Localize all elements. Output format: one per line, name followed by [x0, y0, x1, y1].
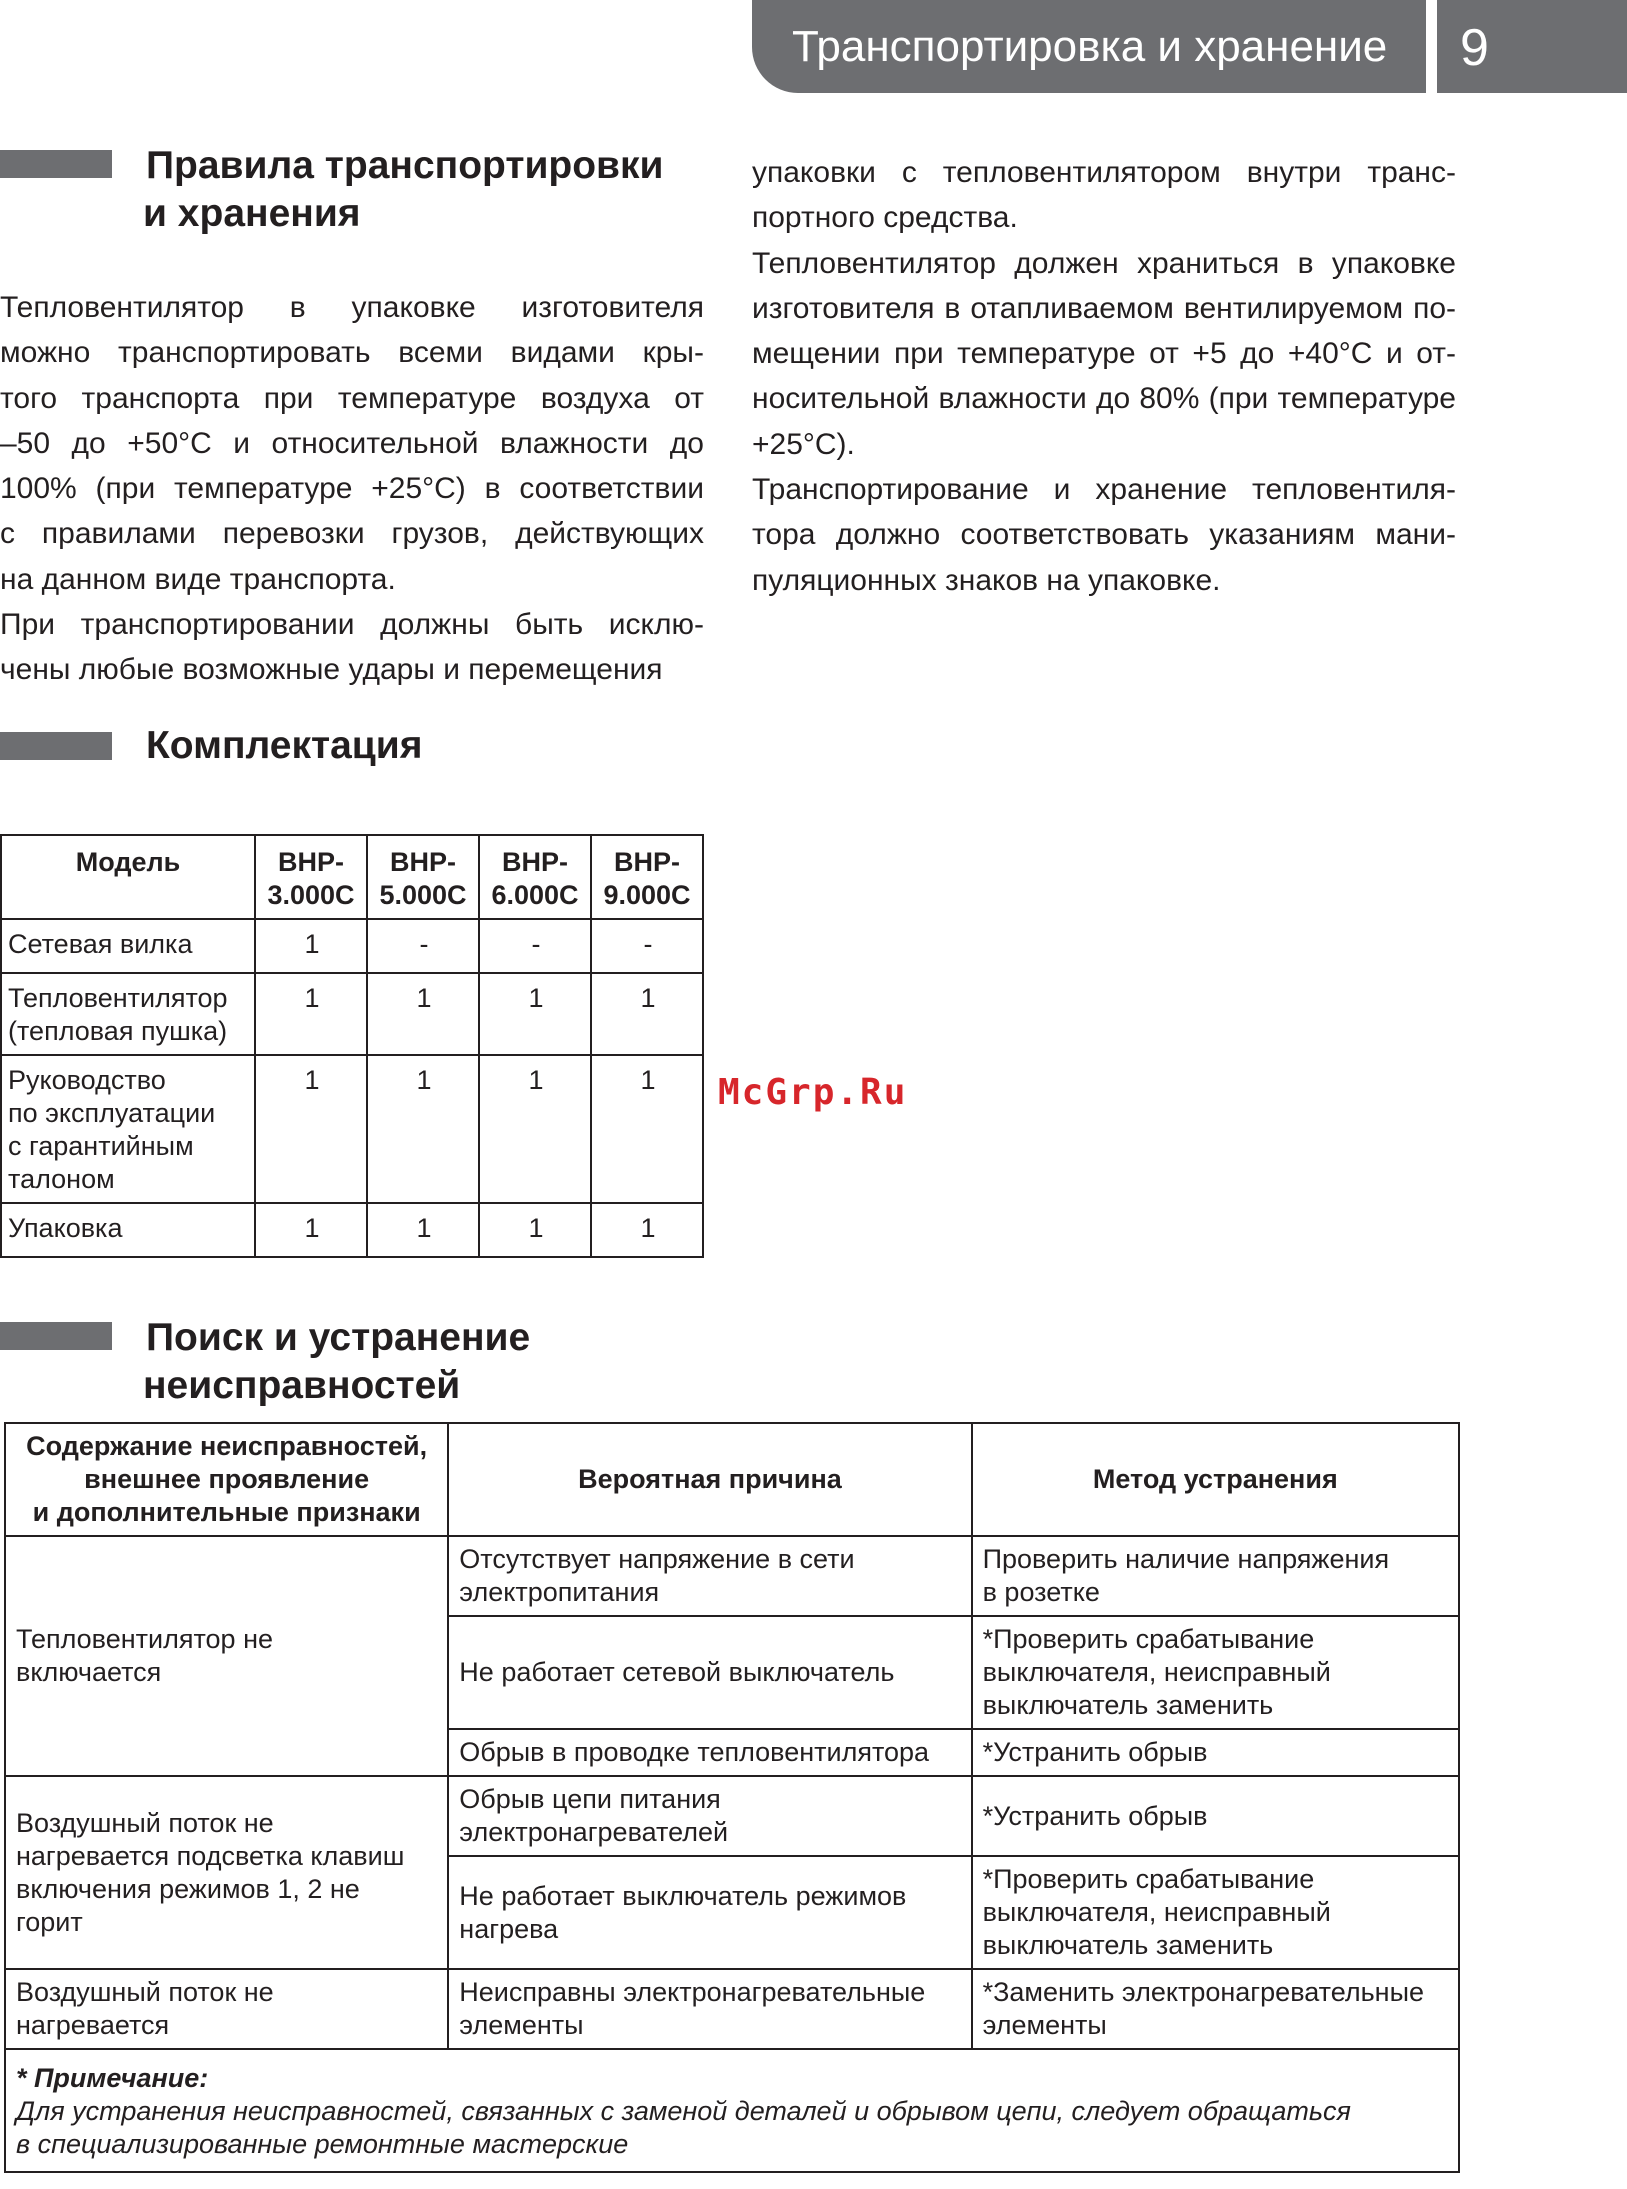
section-bar	[0, 732, 112, 760]
kit-header-cell: BHP- 6.000C	[479, 835, 591, 919]
table-row	[5, 1969, 1459, 2049]
kit-item-name: Тепловентилятор (тепловая пушка)	[1, 973, 255, 1055]
fix-cell: *Проверить срабатывание выключателя, неисправный выключатель заменить	[972, 1856, 1459, 1969]
text-line: тора должно соответствовать указаниям мани-	[752, 518, 1456, 552]
header-symptom: Содержание неисправностей, внешнее проявление и дополнительные признаки	[5, 1423, 448, 1536]
cause-cell: Обрыв в проводке тепловентилятора	[448, 1729, 971, 1776]
text-line: пуляционных знаков на упаковке.	[752, 563, 1221, 597]
kit-row	[1, 919, 703, 973]
kit-item-count: 1	[367, 973, 479, 1055]
kit-item-name: Руководство по эксплуатации с гарантийным талоном	[1, 1055, 255, 1203]
text-line: изготовителя в отапливаемом вентилируемом по-	[752, 291, 1456, 325]
kit-item-count: 1	[591, 1055, 703, 1203]
transport-heading	[143, 142, 664, 238]
kit-item-count: 1	[367, 1055, 479, 1203]
fix-cell: *Устранить обрыв	[972, 1776, 1459, 1856]
symptom-cell: Тепловентилятор не включается	[5, 1536, 448, 1776]
kit-item-count: 1	[479, 1055, 591, 1203]
fix-cell: Проверить наличие напряжения в розетке	[972, 1536, 1459, 1616]
heading-line: и хранения	[143, 192, 361, 235]
troubleshooting-header-row	[5, 1423, 1459, 1536]
cause-cell: Обрыв цепи питания электронагревателей	[448, 1776, 971, 1856]
kit-item-count: 1	[255, 1055, 367, 1203]
text-line: мещении при температуре от +5 до +40°С и от-	[752, 337, 1456, 371]
section-bar	[0, 1322, 112, 1350]
symptom-cell: Воздушный поток не нагревается	[5, 1969, 448, 2049]
heading-line: Поиск и устранение	[146, 1316, 531, 1359]
text-line: 100% (при температуре +25°С) в соответствии	[0, 472, 704, 506]
kit-item-count: 1	[255, 919, 367, 973]
text-line: Тепловентилятор должен храниться в упаковке	[752, 246, 1456, 280]
text-line: портного средства.	[752, 201, 1018, 235]
note-cell	[5, 2049, 1459, 2172]
troubleshooting-table	[4, 1422, 1460, 2173]
kit-row	[1, 973, 703, 1055]
transport-right-text	[752, 150, 1456, 603]
page-number: 9	[1460, 19, 1489, 77]
kit-header-cell: BHP- 3.000C	[255, 835, 367, 919]
kit-item-count: 1	[255, 1203, 367, 1257]
heading-line: Правила транспортировки	[146, 144, 664, 187]
kit-header-cell: BHP- 9.000C	[591, 835, 703, 919]
kit-header-cell: BHP- 5.000C	[367, 835, 479, 919]
cause-cell: Не работает сетевой выключатель	[448, 1616, 971, 1729]
kit-header-model: Модель	[1, 835, 255, 919]
kit-item-count: 1	[591, 973, 703, 1055]
text-line: с правилами перевозки грузов, действующих	[0, 517, 704, 551]
header-divider	[1427, 0, 1437, 93]
text-line: носительной влажности до 80% (при температуре	[752, 382, 1456, 416]
section-title: Транспортировка и хранение	[792, 22, 1388, 71]
kit-item-count: 1	[367, 1203, 479, 1257]
kit-row	[1, 1055, 703, 1203]
symptom-cell: Воздушный поток не нагревается подсветка клавиш включения режимов 1, 2 не горит	[5, 1776, 448, 1969]
text-line: –50 до +50°С и относительной влажности до	[0, 426, 704, 460]
kit-item-count: -	[367, 919, 479, 973]
text-line: на данном виде транспорта.	[0, 562, 396, 596]
header-fix: Метод устранения	[972, 1423, 1459, 1536]
text-line: упаковки с тепловентилятором внутри транс-	[752, 156, 1456, 189]
kit-item-count: 1	[479, 973, 591, 1055]
header-cause: Вероятная причина	[448, 1423, 971, 1536]
note-row	[5, 2049, 1459, 2172]
text-line: того транспорта при температуре воздуха от	[0, 381, 704, 415]
cause-cell: Отсутствует напряжение в сети электропитания	[448, 1536, 971, 1616]
table-row	[5, 1776, 1459, 1856]
fix-cell: *Устранить обрыв	[972, 1729, 1459, 1776]
fix-cell: *Заменить электронагревательные элементы	[972, 1969, 1459, 2049]
troubleshooting-heading	[143, 1314, 531, 1410]
text-line: чены любые возможные удары и перемещения	[0, 653, 663, 687]
kit-item-count: 1	[255, 973, 367, 1055]
fix-cell: *Проверить срабатывание выключателя, неисправный выключатель заменить	[972, 1616, 1459, 1729]
kit-item-name: Сетевая вилка	[1, 919, 255, 973]
kit-header-row	[1, 835, 703, 919]
section-bar	[0, 150, 112, 178]
note-text: Для устранения неисправностей, связанных с заменой деталей и обрывом цепи, следует обращаться в специализированные ремонтные мастерские	[16, 2096, 1351, 2159]
cause-cell: Не работает выключатель режимов нагрева	[448, 1856, 971, 1969]
note-title: * Примечание:	[16, 2063, 209, 2093]
kit-item-count: -	[479, 919, 591, 973]
table-row	[5, 1536, 1459, 1616]
kit-item-name: Упаковка	[1, 1203, 255, 1257]
text-line: Тепловентилятор в упаковке изготовителя	[0, 291, 704, 324]
kit-heading: Комплектация	[146, 724, 423, 767]
text-line: При транспортировании должны быть исклю-	[0, 608, 704, 642]
cause-cell: Неисправны электронагревательные элементы	[448, 1969, 971, 2049]
transport-left-text	[0, 285, 704, 693]
kit-item-count: 1	[479, 1203, 591, 1257]
kit-item-count: 1	[591, 1203, 703, 1257]
text-line: +25°С).	[752, 427, 855, 461]
text-line: Транспортирование и хранение тепловентиля-	[752, 473, 1456, 507]
watermark-text: McGrp.Ru	[718, 1072, 908, 1113]
text-line: можно транспортировать всеми видами кры-	[0, 336, 704, 370]
heading-line: неисправностей	[143, 1364, 461, 1407]
kit-table	[0, 834, 704, 1258]
kit-item-count: -	[591, 919, 703, 973]
kit-row	[1, 1203, 703, 1257]
